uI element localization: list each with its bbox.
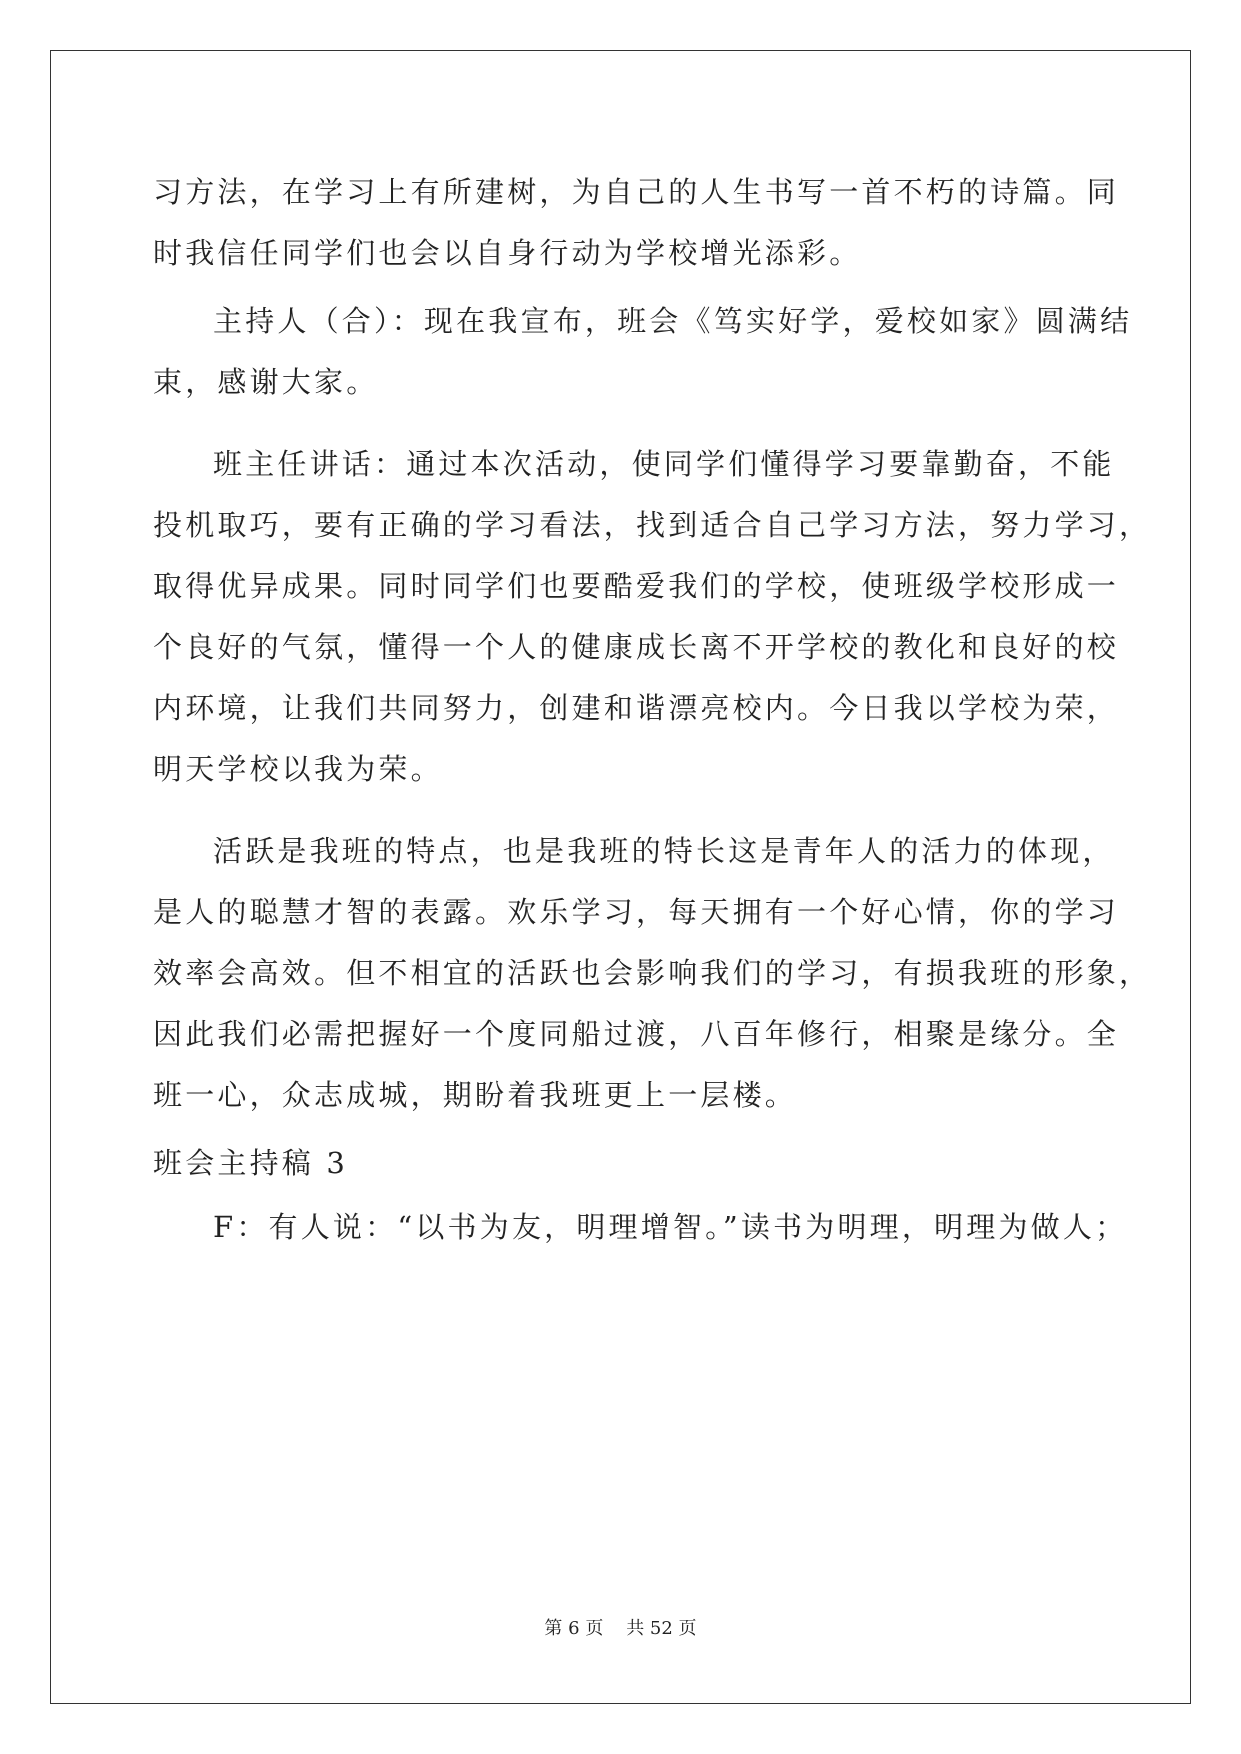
paragraph-line: 班主任讲话：通过本次活动，使同学们懂得学习要靠勤奋，不能: [213, 447, 1115, 481]
paragraph-line: F：有人说：“以书为友，明理增智。”读书为明理，明理为做人；: [213, 1210, 1128, 1244]
section-heading: 班会主持稿 3: [153, 1146, 349, 1180]
paragraph-line: 束，感谢大家。: [153, 365, 379, 399]
paragraph-line: 内环境，让我们共同努力，创建和谐漂亮校内。今日我以学校为荣，: [153, 691, 1120, 725]
paragraph-line: 取得优异成果。同时同学们也要酷爱我们的学校，使班级学校形成一: [153, 569, 1120, 603]
paragraph-line: 活跃是我班的特点，也是我班的特长这是青年人的活力的体现，: [213, 834, 1115, 868]
page-number-label: 第 6 页 共 52 页: [544, 1618, 697, 1639]
paragraph-line: 是人的聪慧才智的表露。欢乐学习，每天拥有一个好心情，你的学习: [153, 895, 1120, 929]
paragraph-line: 主持人（合）：现在我宣布，班会《笃实好学，爱校如家》圆满结: [213, 304, 1133, 338]
paragraph-line: 个良好的气氛，懂得一个人的健康成长离不开学校的教化和良好的校: [153, 630, 1120, 664]
paragraph-line: 时我信任同学们也会以自身行动为学校增光添彩。: [153, 236, 862, 270]
page-border: [50, 50, 1191, 1704]
paragraph-line: 效率会高效。但不相宜的活跃也会影响我们的学习，有损我班的形象，: [153, 956, 1152, 990]
paragraph-line: 投机取巧，要有正确的学习看法，找到适合自己学习方法，努力学习，: [153, 508, 1152, 542]
page-footer: [0, 1617, 1241, 1641]
paragraph-line: 明天学校以我为荣。: [153, 752, 443, 786]
paragraph-line: 习方法，在学习上有所建树，为自己的人生书写一首不朽的诗篇。同: [153, 175, 1120, 209]
paragraph-line: 因此我们必需把握好一个度同船过渡，八百年修行，相聚是缘分。全: [153, 1017, 1120, 1051]
paragraph-line: 班一心，众志成城，期盼着我班更上一层楼。: [153, 1078, 798, 1112]
